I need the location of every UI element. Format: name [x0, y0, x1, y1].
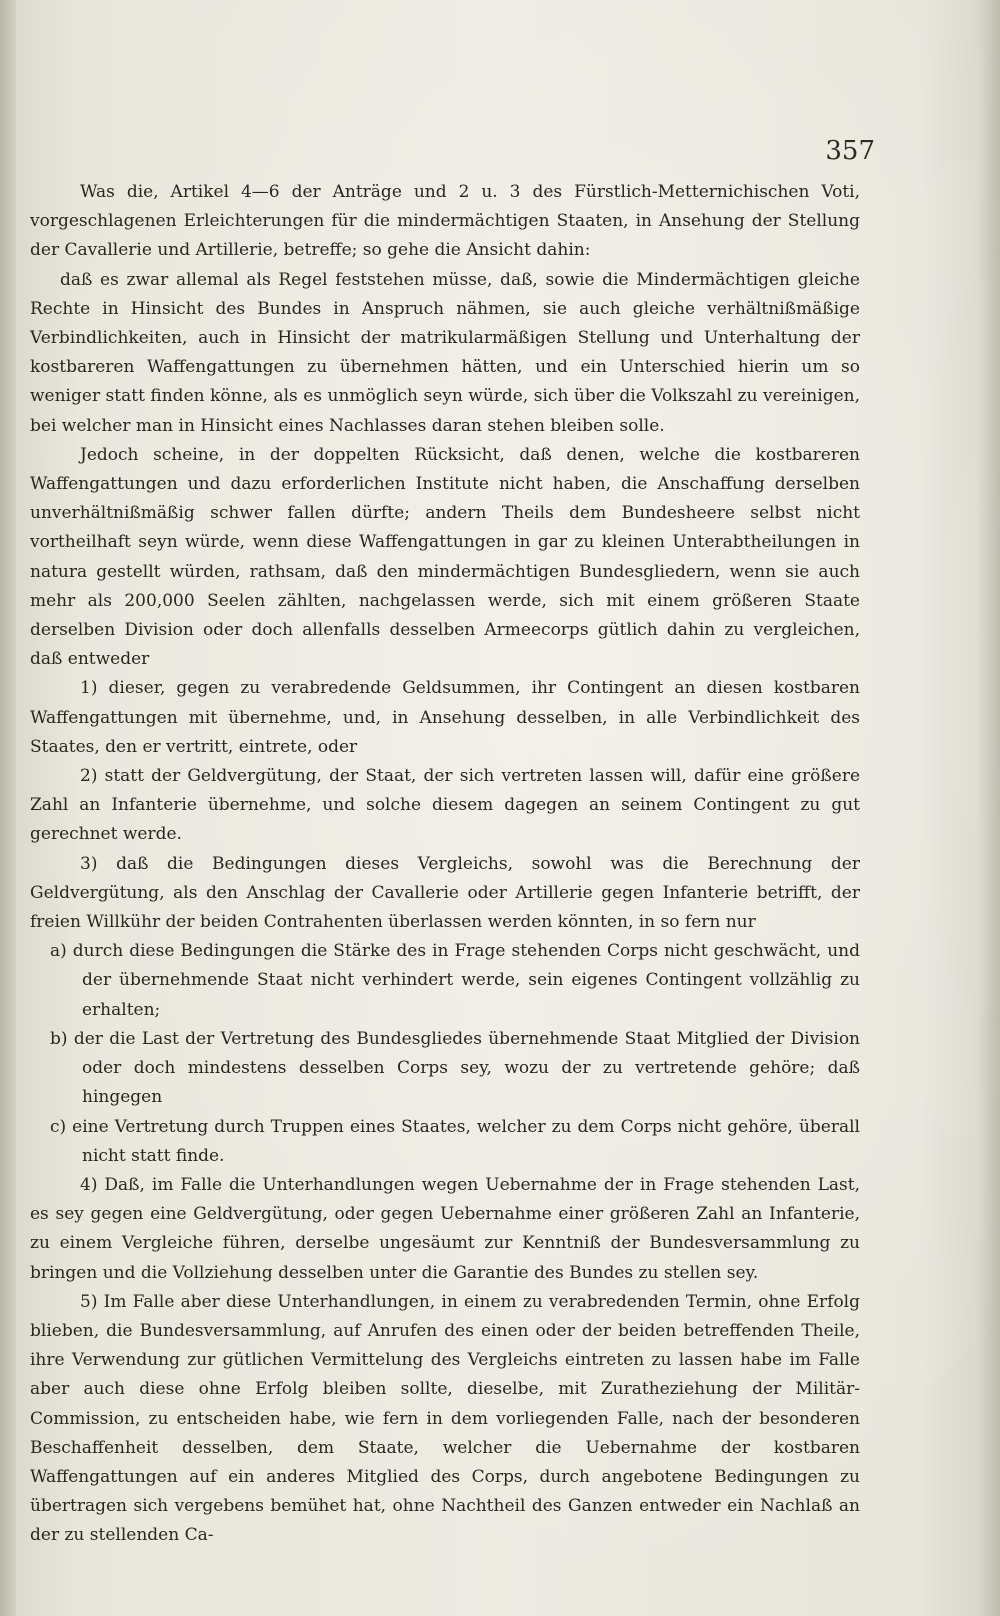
list-item-4: 4) Daß, im Falle die Unterhandlungen wegen Uebernahme der in Frage stehenden Last, es sey gegen eine Geldvergütung, oder gegen Uebernahme einer größeren Zahl an Infanterie, zu einem Vergleiche führen, derselbe ungesäumt zur Kenntniß der Bundesversammlung zu bringen und die Vollziehung desselben unter die Garantie des Bundes zu stellen sey.	[30, 1174, 860, 1283]
sub-item-a: a) durch diese Bedingungen die Stärke des in Frage stehenden Corps nicht geschwächt, und der übernehmende Staat nicht verhindert werde, sein eigenes Contingent vollzählig zu erhalten;	[50, 941, 860, 1020]
page-gutter	[0, 0, 16, 1616]
paragraph-intro: Was die, Artikel 4—6 der Anträge und 2 u. 3 des Fürstlich-Metternichischen Voti, vorgeschlagenen Erleichterungen für die mindermächtigen Staaten, in Ansehung der Stellung der Cavallerie und Artillerie, betreffe; so gehe die Ansicht dahin:	[30, 182, 860, 261]
sub-item-b: b) der die Last der Vertretung des Bundesgliedes übernehmende Staat Mitglied der Division oder doch mindestens desselben Corps sey, wozu der zu vertretende gehöre; daß hingegen	[50, 1028, 860, 1108]
list-item-1: 1) dieser, gegen zu verabredende Geldsummen, ihr Contingent an diesen kostbaren Waffengattungen mit übernehme, und, in Ansehung desselben, in alle Verbindlichkeit des Staates, den er vertritt, eintrete, oder	[30, 678, 860, 757]
sub-item-c: c) eine Vertretung durch Truppen eines Staates, welcher zu dem Corps nicht gehöre, überall nicht statt finde.	[50, 1116, 860, 1166]
body-text	[30, 178, 860, 1551]
page-edge-shadow	[978, 0, 1000, 1616]
list-item-2: 2) statt der Geldvergütung, der Staat, der sich vertreten lassen will, dafür eine größere Zahl an Infanterie übernehme, und solche diesem dagegen an seinem Contingent zu gut gerechnet werde.	[30, 766, 860, 845]
list-item-3: 3) daß die Bedingungen dieses Vergleichs, sowohl was die Berechnung der Geldvergütung, als den Anschlag der Cavallerie oder Artillerie gegen Infanterie betrifft, der freien Willkühr der beiden Contrahenten überlassen werden könnten, in so fern nur	[30, 853, 860, 933]
page-number: 357	[825, 136, 875, 166]
paragraph-exception: Jedoch scheine, in der doppelten Rücksicht, daß denen, welche die kostbareren Waffengattungen und dazu erforderlichen Institute nicht haben, die Anschaffung derselben unverhältnißmäßig schwer fallen dürfte; andern Theils dem Bundesheere selbst nicht vortheilhaft seyn würde, wenn diese Waffengattungen in gar zu kleinen Unterabtheilungen in natura gestellt würden, rathsam, daß den mindermächtigen Bundesgliedern, wenn sie auch mehr als 200,000 Seelen zählten, nachgelassen werde, sich mit einem größeren Staate derselben Division oder doch allenfalls desselben Armeecorps gütlich dahin zu vergleichen, daß entweder	[30, 444, 860, 670]
list-item-5: 5) Im Falle aber diese Unterhandlungen, in einem zu verabredenden Termin, ohne Erfolg blieben, die Bundesversammlung, auf Anrufen des einen oder der beiden betreffenden Theile, ihre Verwendung zur gütlichen Vermittelung des Vergleichs eintreten zu lassen habe im Falle aber auch diese ohne Erfolg bleiben sollte, dieselbe, mit Zuratheziehung der Militär-Commission, zu entscheiden habe, wie fern in dem vorliegenden Falle, nach der besonderen Beschaffenheit desselben, dem Staate, welcher die Uebernahme der kostbaren Waffengattungen auf ein anderes Mitglied des Corps, durch angebotene Bedingungen zu übertragen sich vergebens bemühet hat, ohne Nachtheil des Ganzen entweder ein Nachlaß an der zu stellenden Ca-	[30, 1291, 860, 1546]
paragraph-principle: daß es zwar allemal als Regel feststehen müsse, daß, sowie die Mindermächtigen gleiche Rechte in Hinsicht des Bundes in Anspruch nähmen, sie auch gleiche verhältnißmäßige Verbindlichkeiten, auch in Hinsicht der matrikularmäßigen Stellung und Unterhaltung der kostbareren Waffengattungen zu übernehmen hätten, und ein Unterschied hierin um so weniger statt finden könne, als es unmöglich seyn würde, sich über die Volkszahl zu vereinigen, bei welcher man in Hinsicht eines Nachlasses daran stehen bleiben solle.	[30, 269, 860, 436]
